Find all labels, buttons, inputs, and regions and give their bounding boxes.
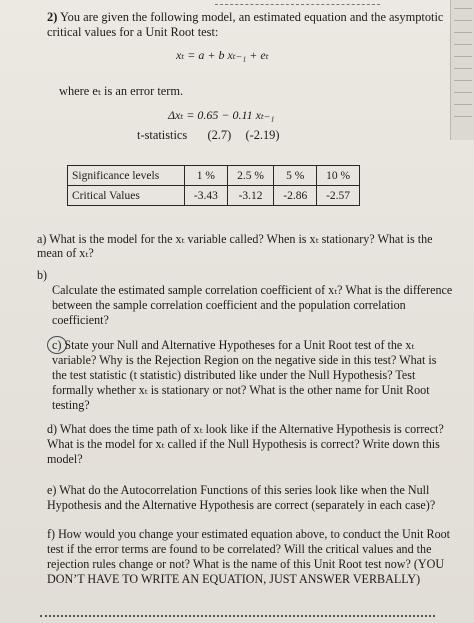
part-e-line2: Hypothesis and the Alternative Hypothesis are correct (separately in each case)? (47, 498, 436, 512)
part-c-line4: formally whether xₜ is stationary or not? What is the other name for Unit Root (52, 383, 430, 397)
cv-4: -2.57 (317, 186, 360, 206)
part-d-line3: model? (47, 452, 83, 466)
part-b-line2: between the sample correlation coefficient and the population correlation (52, 298, 406, 312)
level-2: 2.5 % (227, 166, 274, 186)
critical-values-label: Critical Values (68, 186, 185, 206)
part-a-line2: mean of xₜ? (37, 246, 94, 260)
question-number: 2) (47, 10, 58, 24)
intro-text-1: You are given the following model, an estimated equation and the asymptotic (59, 10, 444, 24)
cv-3: -2.86 (274, 186, 317, 206)
critical-values-table (67, 165, 360, 206)
handwritten-margin-notes (450, 0, 474, 140)
top-divider (215, 4, 380, 5)
table-row (68, 166, 360, 186)
model-equation: xₜ = a + b xₜ₋₁ + eₜ (176, 48, 269, 62)
level-1: 1 % (185, 166, 228, 186)
bottom-divider (40, 615, 435, 617)
part-c-line3: the test statistic (t statistic) distributed like under the Null Hypothesis? Test (52, 368, 416, 382)
part-a-line1: a) What is the model for the xₜ variable called? When is xₜ stationary? What is the (37, 232, 433, 246)
question-intro-line1 (47, 10, 443, 24)
part-e-line1: e) What do the Autocorrelation Functions of this series look like when the Null (47, 483, 430, 497)
significance-levels-label: Significance levels (68, 166, 185, 186)
part-b-label: b) (37, 268, 48, 282)
part-f-line4: DON’T HAVE TO WRITE AN EQUATION, JUST ANSWER VERBALLY) (47, 572, 421, 586)
part-f-line2: test if the error terms are found to be correlated? Will the critical values and the (47, 542, 432, 556)
part-b-line1: Calculate the estimated sample correlation coefficient of xₜ? What is the difference (52, 283, 453, 297)
part-d-line1: d) What does the time path of xₜ look like if the Alternative Hypothesis is correct? (47, 422, 444, 436)
tstat-label: t-statistics (137, 128, 188, 142)
tstat-const: (2.7) (207, 128, 232, 142)
part-c-line5: testing? (52, 398, 90, 412)
cv-1: -3.43 (185, 186, 228, 206)
table-row (68, 186, 360, 206)
estimated-equation: Δxₜ = 0.65 − 0.11 xₜ₋₁ (168, 108, 275, 122)
part-d-line2: What is the model for xₜ called if the Null Hypothesis is correct? Write down this (47, 437, 440, 451)
part-b-line3: coefficient? (52, 313, 109, 327)
part-c-line2: variable? Why is the Rejection Region on the negative side in this test? What is (52, 353, 437, 367)
question-intro-line2: critical values for a Unit Root test: (47, 25, 219, 39)
part-f-line3: rejection rules change or not? What is the name of this Unit Root test now? (YOU (47, 557, 445, 571)
part-c-line1: c) State your Null and Alternative Hypotheses for a Unit Root test of the xₜ (52, 338, 415, 352)
cv-2: -3.12 (227, 186, 274, 206)
where-text: where eₜ is an error term. (59, 84, 184, 98)
part-f-line1: f) How would you change your estimated equation above, to conduct the Unit Root (47, 527, 451, 541)
tstat-coef: (-2.19) (245, 128, 280, 142)
level-4: 10 % (317, 166, 360, 186)
tstat-line (137, 128, 280, 142)
level-3: 5 % (274, 166, 317, 186)
